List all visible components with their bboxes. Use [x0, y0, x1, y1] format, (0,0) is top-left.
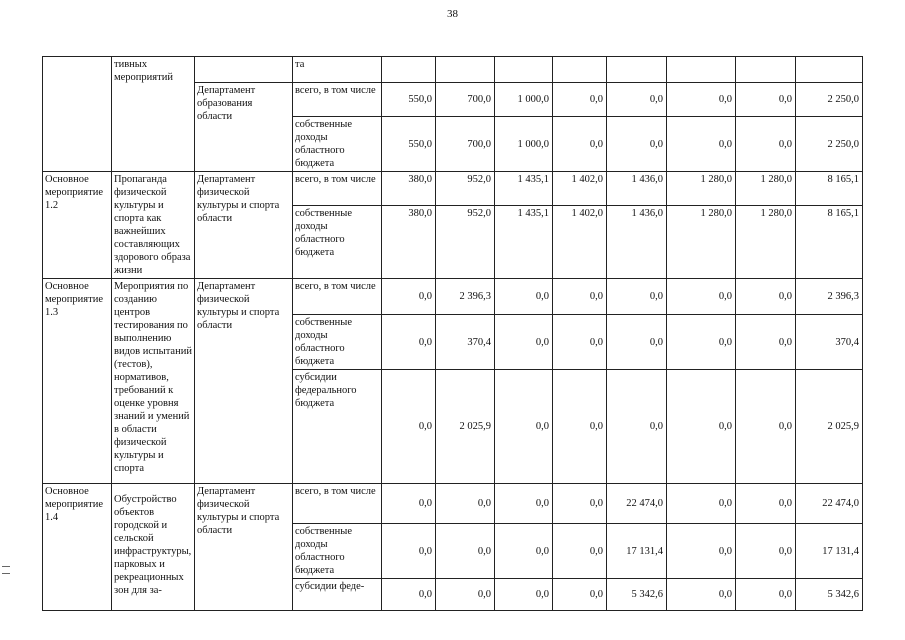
total-cell: 2 250,0	[796, 117, 863, 172]
total-cell	[796, 57, 863, 83]
source-cell: всего, в том числе	[293, 172, 382, 206]
value-cell: 0,0	[736, 117, 796, 172]
value-cell: 370,4	[436, 315, 495, 370]
margin-tick	[2, 566, 10, 567]
value-cell	[382, 57, 436, 83]
value-cell: 0,0	[495, 579, 553, 611]
value-cell	[436, 57, 495, 83]
source-cell: собственные доходы областного бюджета	[293, 206, 382, 279]
value-cell: 17 131,4	[607, 524, 667, 579]
total-cell: 8 165,1	[796, 206, 863, 279]
event-cell	[43, 57, 112, 172]
value-cell: 0,0	[667, 83, 736, 117]
value-cell: 0,0	[382, 370, 436, 484]
table-row	[43, 279, 863, 315]
source-cell: собственные доходы областного бюджета	[293, 315, 382, 370]
executor-cell: Департамент образования области	[195, 83, 293, 172]
value-cell: 0,0	[667, 279, 736, 315]
value-cell: 0,0	[736, 579, 796, 611]
value-cell: 22 474,0	[607, 484, 667, 524]
table-row	[43, 484, 863, 524]
value-cell	[495, 57, 553, 83]
value-cell: 700,0	[436, 83, 495, 117]
event-name-cell: Пропаганда физической культуры и спорта как важнейших составляющих здорового образа жизни	[112, 172, 195, 279]
event-cell: Основное мероприятие 1.3	[43, 279, 112, 484]
value-cell: 0,0	[436, 484, 495, 524]
value-cell: 1 280,0	[736, 206, 796, 279]
value-cell: 1 280,0	[667, 206, 736, 279]
value-cell: 0,0	[436, 524, 495, 579]
value-cell: 0,0	[553, 83, 607, 117]
event-cell: Основное мероприятие 1.4	[43, 484, 112, 611]
value-cell: 1 435,1	[495, 172, 553, 206]
value-cell	[667, 57, 736, 83]
value-cell: 0,0	[553, 579, 607, 611]
table-row	[43, 57, 863, 83]
total-cell: 22 474,0	[796, 484, 863, 524]
value-cell: 2 025,9	[436, 370, 495, 484]
value-cell: 0,0	[382, 279, 436, 315]
value-cell: 550,0	[382, 83, 436, 117]
value-cell: 0,0	[495, 524, 553, 579]
value-cell: 0,0	[607, 279, 667, 315]
source-cell: всего, в том числе	[293, 279, 382, 315]
value-cell: 0,0	[736, 279, 796, 315]
source-cell: собственные доходы областного бюджета	[293, 117, 382, 172]
value-cell: 0,0	[382, 579, 436, 611]
value-cell: 380,0	[382, 172, 436, 206]
budget-table	[42, 56, 863, 611]
total-cell: 2 250,0	[796, 83, 863, 117]
total-cell: 2 396,3	[796, 279, 863, 315]
value-cell: 0,0	[382, 484, 436, 524]
value-cell: 0,0	[667, 315, 736, 370]
value-cell: 0,0	[436, 579, 495, 611]
value-cell: 0,0	[667, 370, 736, 484]
value-cell: 0,0	[607, 370, 667, 484]
event-name-cell: Обустройство объектов городской и сельской инфраструктуры, парковых и рекреационных зон для за-	[112, 484, 195, 611]
value-cell: 1 436,0	[607, 172, 667, 206]
value-cell: 700,0	[436, 117, 495, 172]
value-cell: 1 435,1	[495, 206, 553, 279]
event-cell: Основное мероприятие 1.2	[43, 172, 112, 279]
value-cell: 0,0	[553, 279, 607, 315]
value-cell: 1 402,0	[553, 172, 607, 206]
value-cell: 0,0	[736, 524, 796, 579]
value-cell: 550,0	[382, 117, 436, 172]
executor-cell: Департамент физической культуры и спорта области	[195, 279, 293, 484]
page-number: 38	[447, 8, 458, 20]
value-cell: 0,0	[607, 83, 667, 117]
source-cell: субсидии федерального бюджета	[293, 370, 382, 484]
value-cell: 1 000,0	[495, 117, 553, 172]
value-cell: 952,0	[436, 172, 495, 206]
value-cell: 0,0	[667, 117, 736, 172]
value-cell: 0,0	[667, 579, 736, 611]
value-cell: 1 000,0	[495, 83, 553, 117]
source-cell: субсидии феде-	[293, 579, 382, 611]
value-cell: 1 280,0	[736, 172, 796, 206]
value-cell: 1 280,0	[667, 172, 736, 206]
table-row	[43, 172, 863, 206]
total-cell: 2 025,9	[796, 370, 863, 484]
value-cell: 0,0	[667, 524, 736, 579]
value-cell: 0,0	[736, 484, 796, 524]
source-cell: собственные доходы областного бюджета	[293, 524, 382, 579]
value-cell: 0,0	[736, 315, 796, 370]
total-cell: 17 131,4	[796, 524, 863, 579]
source-cell: та	[293, 57, 382, 83]
value-cell: 0,0	[736, 370, 796, 484]
total-cell: 5 342,6	[796, 579, 863, 611]
value-cell	[553, 57, 607, 83]
value-cell: 1 436,0	[607, 206, 667, 279]
value-cell	[607, 57, 667, 83]
value-cell: 0,0	[553, 524, 607, 579]
source-cell: всего, в том числе	[293, 484, 382, 524]
value-cell: 0,0	[553, 484, 607, 524]
value-cell: 380,0	[382, 206, 436, 279]
event-name-cell: тивных мероприятий	[112, 57, 195, 172]
value-cell: 0,0	[736, 83, 796, 117]
value-cell: 0,0	[382, 524, 436, 579]
margin-tick	[2, 573, 10, 574]
value-cell: 952,0	[436, 206, 495, 279]
value-cell: 0,0	[667, 484, 736, 524]
total-cell: 370,4	[796, 315, 863, 370]
value-cell: 0,0	[553, 370, 607, 484]
value-cell: 2 396,3	[436, 279, 495, 315]
executor-cell: Департамент физической культуры и спорта области	[195, 484, 293, 611]
value-cell: 5 342,6	[607, 579, 667, 611]
value-cell: 0,0	[382, 315, 436, 370]
value-cell: 0,0	[495, 370, 553, 484]
source-cell: всего, в том числе	[293, 83, 382, 117]
value-cell: 0,0	[495, 279, 553, 315]
executor-cell	[195, 57, 293, 83]
value-cell: 0,0	[607, 117, 667, 172]
value-cell: 0,0	[607, 315, 667, 370]
value-cell: 0,0	[495, 484, 553, 524]
event-name-cell: Мероприятия по созданию центров тестирования по выполнению видов испытаний (тестов), нормативов, требований к оценке уровня знаний и умений в области физической культуры и спорта	[112, 279, 195, 484]
value-cell: 0,0	[553, 315, 607, 370]
executor-cell: Департамент физической культуры и спорта области	[195, 172, 293, 279]
value-cell: 1 402,0	[553, 206, 607, 279]
value-cell: 0,0	[495, 315, 553, 370]
total-cell: 8 165,1	[796, 172, 863, 206]
value-cell: 0,0	[553, 117, 607, 172]
value-cell	[736, 57, 796, 83]
